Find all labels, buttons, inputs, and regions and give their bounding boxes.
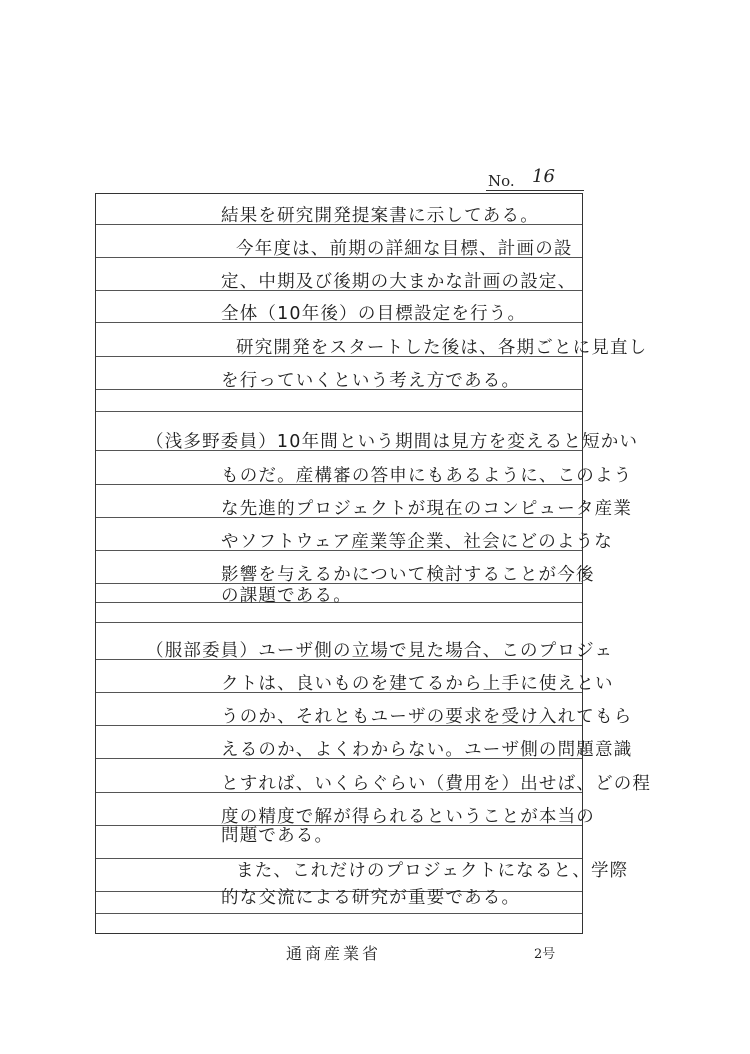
manuscript-line: 影響を与えるかについて検討することが今後 [221, 565, 595, 585]
page-number-underline [486, 190, 584, 191]
manuscript-line: 結果を研究開発提案書に示してある。 [221, 206, 539, 226]
ruled-line [96, 411, 582, 412]
manuscript-line: 全体（10年後）の目標設定を行う。 [221, 304, 527, 324]
manuscript-line: とすれば、いくらぐらい（費用を）出せば、どの程 [221, 774, 652, 794]
ruled-line [96, 913, 582, 914]
manuscript-line: な先進的プロジェクトが現在のコンピュータ産業 [221, 499, 633, 519]
footer-form-number: 2号 [534, 947, 556, 962]
footer-ministry: 通商産業省 [286, 944, 382, 963]
manuscript-sheet [95, 193, 652, 934]
ruled-line [96, 622, 582, 623]
page-number-label: No. [488, 172, 515, 190]
manuscript-line: 度の精度で解が得られるということが本当の [221, 807, 595, 827]
manuscript-line: 定、中期及び後期の大まかな計画の設定、 [221, 272, 577, 292]
manuscript-line: また、これだけのプロジェクトになると、学際 [236, 861, 629, 881]
manuscript-line: クトは、良いものを建てるから上手に使えとい [221, 674, 614, 694]
page-number [486, 168, 584, 194]
manuscript-line: （浅多野委員）10年間という期間は見方を変えると短かい [146, 432, 639, 452]
manuscript-line: を行っていくという考え方である。 [221, 371, 521, 391]
manuscript-line: （服部委員）ユーザ側の立場で見た場合、このプロジェ [146, 641, 614, 661]
manuscript-line: 研究開発をスタートした後は、各期ごとに見直し [236, 338, 648, 358]
manuscript-line: の課題である。 [221, 586, 352, 606]
manuscript-line: えるのか、よくわからない。ユーザ側の問題意識 [221, 740, 633, 760]
manuscript-line: うのか、それともユーザの要求を受け入れてもら [221, 707, 633, 727]
manuscript-line: 問題である。 [221, 826, 334, 846]
manuscript-line: 的な交流による研究が重要である。 [221, 888, 521, 908]
manuscript-line: ものだ。産構審の答申にもあるように、このよう [221, 466, 633, 486]
manuscript-line: 今年度は、前期の詳細な目標、計画の設 [236, 239, 573, 259]
manuscript-line: やソフトウェア産業等企業、社会にどのような [221, 532, 613, 552]
page-number-value: 16 [532, 166, 555, 187]
